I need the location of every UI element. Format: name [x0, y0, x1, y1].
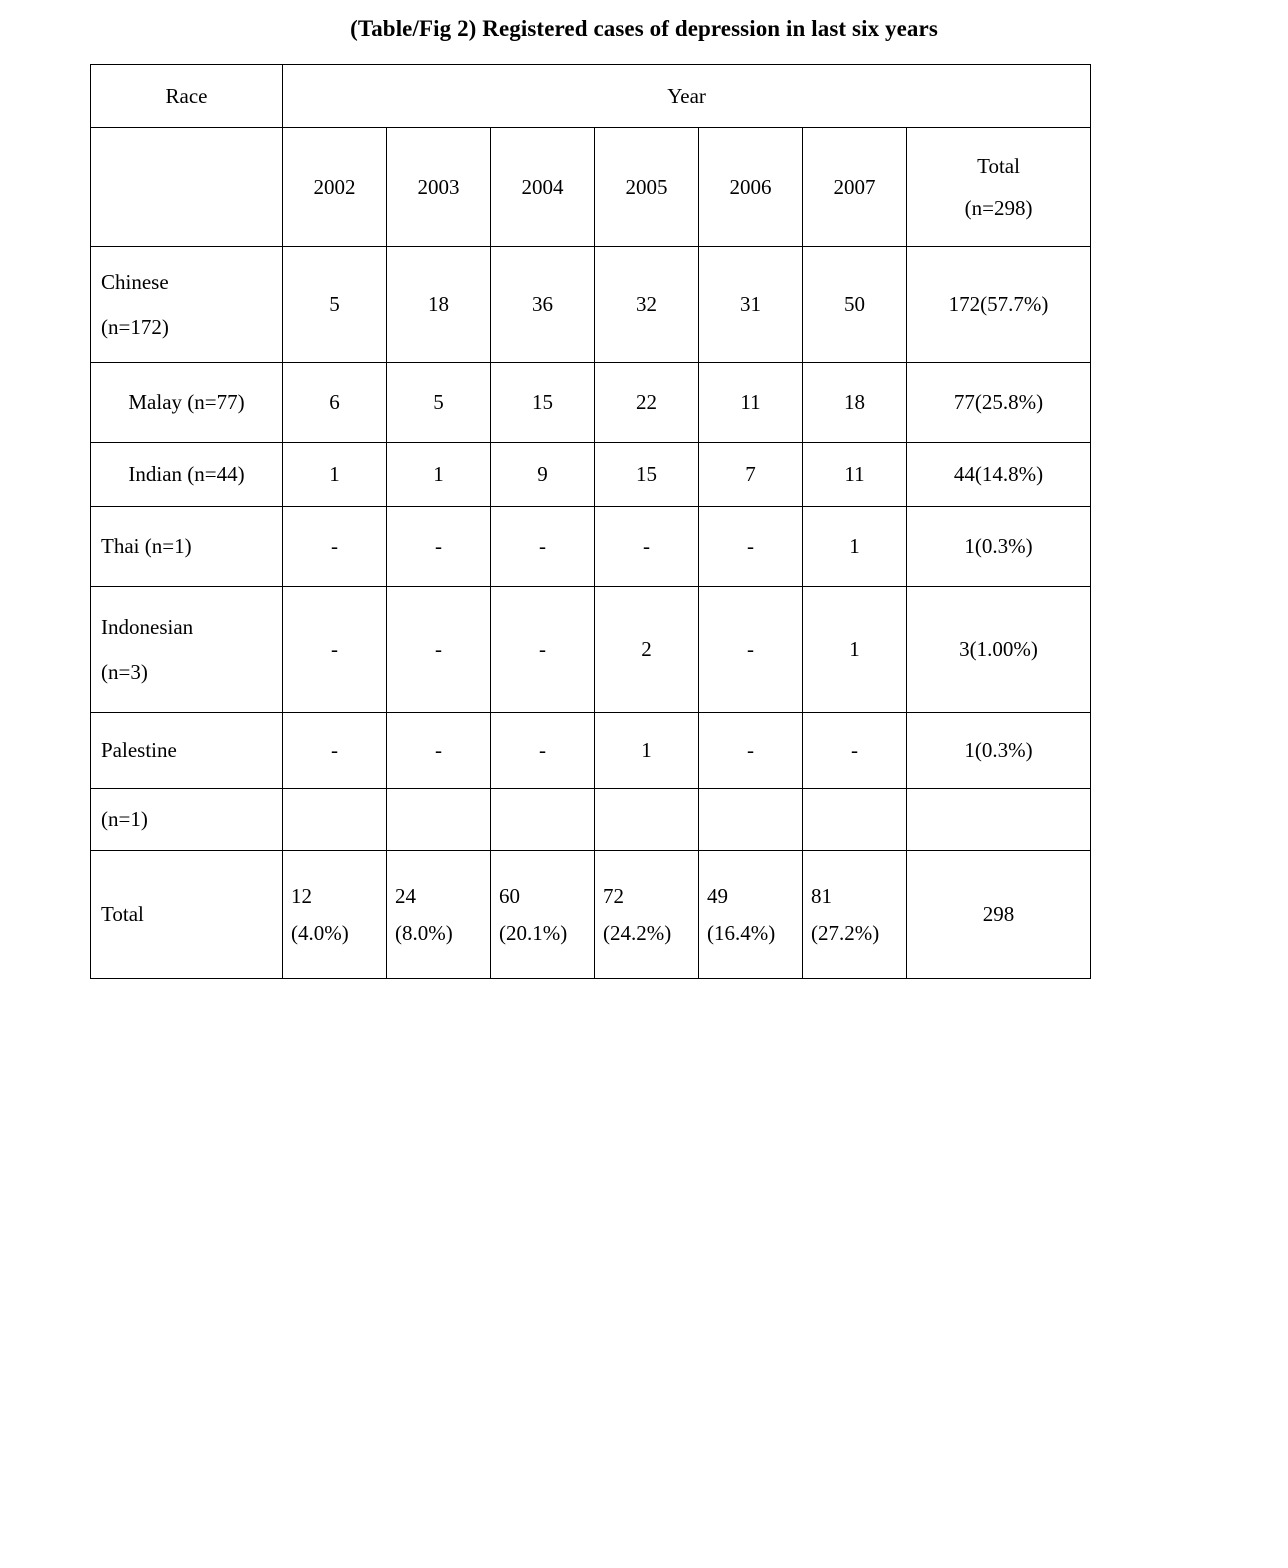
cell-palestine-2005: 1 — [595, 713, 699, 789]
row-label-palestine-n — [91, 789, 283, 851]
header-cell-race — [91, 65, 283, 128]
cell-palestine-2002: - — [283, 713, 387, 789]
cell-palestine-n-2004 — [491, 789, 595, 851]
row-label-chinese — [91, 247, 283, 363]
footer-count-2007: 81 — [811, 883, 832, 908]
footer-total-label: Total — [101, 902, 144, 926]
cell-thai-2004: - — [491, 507, 595, 587]
cell-thai-2005: - — [595, 507, 699, 587]
table-row — [91, 587, 1091, 713]
header-year-2003: 2003 — [417, 174, 460, 199]
header-year-label: Year — [667, 83, 706, 108]
footer-cell-2004 — [491, 851, 595, 979]
cell-chinese-2004: 36 — [491, 247, 595, 363]
race-n: (n=1) — [101, 807, 148, 831]
header-cell-empty — [91, 128, 283, 247]
cell-palestine-total: 1(0.3%) — [907, 713, 1091, 789]
cell-indian-2006: 7 — [699, 443, 803, 507]
row-label-thai — [91, 507, 283, 587]
cell-malay-2005: 22 — [595, 363, 699, 443]
header-year-2005: 2005 — [625, 174, 668, 199]
cell-malay-2006: 11 — [699, 363, 803, 443]
row-label-indian — [91, 443, 283, 507]
row-label-indonesian — [91, 587, 283, 713]
header-total-n: (n=298) — [964, 196, 1033, 220]
footer-cell-grand-total: 298 — [907, 851, 1091, 979]
cell-thai-2002: - — [283, 507, 387, 587]
cell-palestine-n-2002 — [283, 789, 387, 851]
cell-thai-total: 1(0.3%) — [907, 507, 1091, 587]
cell-palestine-2006: - — [699, 713, 803, 789]
footer-cell-2002 — [283, 851, 387, 979]
header-cell-year-2006 — [699, 128, 803, 247]
table-row — [91, 363, 1091, 443]
header-cell-year — [283, 65, 1091, 128]
cell-chinese-2006: 31 — [699, 247, 803, 363]
header-cell-year-2007 — [803, 128, 907, 247]
cell-palestine-2007: - — [803, 713, 907, 789]
race-name: Chinese — [101, 270, 169, 295]
cell-malay-2002: 6 — [283, 363, 387, 443]
cell-indian-2003: 1 — [387, 443, 491, 507]
footer-cell-2005 — [595, 851, 699, 979]
footer-count-2002: 12 — [291, 883, 312, 908]
race-name: Thai (n=1) — [101, 534, 192, 558]
cell-malay-2003: 5 — [387, 363, 491, 443]
cell-palestine-n-total — [907, 789, 1091, 851]
header-year-2007: 2007 — [833, 174, 876, 199]
table-header-row-years — [91, 128, 1091, 247]
depression-cases-table — [90, 64, 1091, 979]
footer-percent-2003: (8.0%) — [395, 920, 453, 945]
race-name: Indian (n=44) — [128, 462, 245, 486]
cell-indonesian-2003: - — [387, 587, 491, 713]
cell-thai-2006: - — [699, 507, 803, 587]
footer-cell-2006 — [699, 851, 803, 979]
cell-palestine-n-2005 — [595, 789, 699, 851]
cell-indonesian-2005: 2 — [595, 587, 699, 713]
footer-cell-2003 — [387, 851, 491, 979]
cell-indian-2002: 1 — [283, 443, 387, 507]
cell-indonesian-2007: 1 — [803, 587, 907, 713]
header-cell-year-2004 — [491, 128, 595, 247]
table-row — [91, 247, 1091, 363]
footer-percent-2004: (20.1%) — [499, 920, 568, 945]
footer-count-2005: 72 — [603, 883, 624, 908]
cell-chinese-2003: 18 — [387, 247, 491, 363]
header-year-2004: 2004 — [521, 174, 564, 199]
footer-label — [91, 851, 283, 979]
race-name: Malay (n=77) — [128, 390, 245, 414]
footer-percent-2006: (16.4%) — [707, 920, 776, 945]
footer-percent-2005: (24.2%) — [603, 920, 672, 945]
race-n: (n=172) — [101, 314, 169, 339]
cell-malay-2007: 18 — [803, 363, 907, 443]
footer-cell-2007 — [803, 851, 907, 979]
cell-palestine-2004: - — [491, 713, 595, 789]
table-row — [91, 713, 1091, 789]
cell-indian-total: 44(14.8%) — [907, 443, 1091, 507]
footer-count-2004: 60 — [499, 883, 520, 908]
header-year-2002: 2002 — [313, 174, 356, 199]
header-year-2006: 2006 — [729, 174, 772, 199]
cell-palestine-n-2006 — [699, 789, 803, 851]
cell-palestine-n-2003 — [387, 789, 491, 851]
table-row — [91, 789, 1091, 851]
cell-chinese-2002: 5 — [283, 247, 387, 363]
cell-indian-2004: 9 — [491, 443, 595, 507]
footer-count-2006: 49 — [707, 883, 728, 908]
table-header-row-top — [91, 65, 1091, 128]
cell-indian-2005: 15 — [595, 443, 699, 507]
race-name: Palestine — [101, 738, 177, 762]
footer-percent-2002: (4.0%) — [291, 920, 349, 945]
cell-indian-2007: 11 — [803, 443, 907, 507]
cell-palestine-n-2007 — [803, 789, 907, 851]
cell-indonesian-2004: - — [491, 587, 595, 713]
cell-chinese-2005: 32 — [595, 247, 699, 363]
page-title: (Table/Fig 2) Registered cases of depression in last six years — [350, 16, 938, 41]
header-cell-year-2003 — [387, 128, 491, 247]
cell-palestine-2003: - — [387, 713, 491, 789]
table-row — [91, 507, 1091, 587]
table-footer-row — [91, 851, 1091, 979]
race-name: Indonesian — [101, 615, 194, 640]
cell-malay-2004: 15 — [491, 363, 595, 443]
header-cell-total — [907, 128, 1091, 247]
cell-indonesian-2006: - — [699, 587, 803, 713]
header-cell-year-2002 — [283, 128, 387, 247]
table-row — [91, 443, 1091, 507]
cell-thai-2003: - — [387, 507, 491, 587]
cell-thai-2007: 1 — [803, 507, 907, 587]
header-race-label: Race — [165, 83, 208, 108]
header-cell-year-2005 — [595, 128, 699, 247]
cell-chinese-2007: 50 — [803, 247, 907, 363]
cell-indonesian-2002: - — [283, 587, 387, 713]
cell-chinese-total: 172(57.7%) — [907, 247, 1091, 363]
row-label-malay — [91, 363, 283, 443]
race-n: (n=3) — [101, 659, 148, 684]
footer-percent-2007: (27.2%) — [811, 920, 880, 945]
cell-malay-total: 77(25.8%) — [907, 363, 1091, 443]
cell-indonesian-total: 3(1.00%) — [907, 587, 1091, 713]
header-total-label: Total — [977, 154, 1020, 178]
row-label-palestine — [91, 713, 283, 789]
footer-count-2003: 24 — [395, 883, 416, 908]
